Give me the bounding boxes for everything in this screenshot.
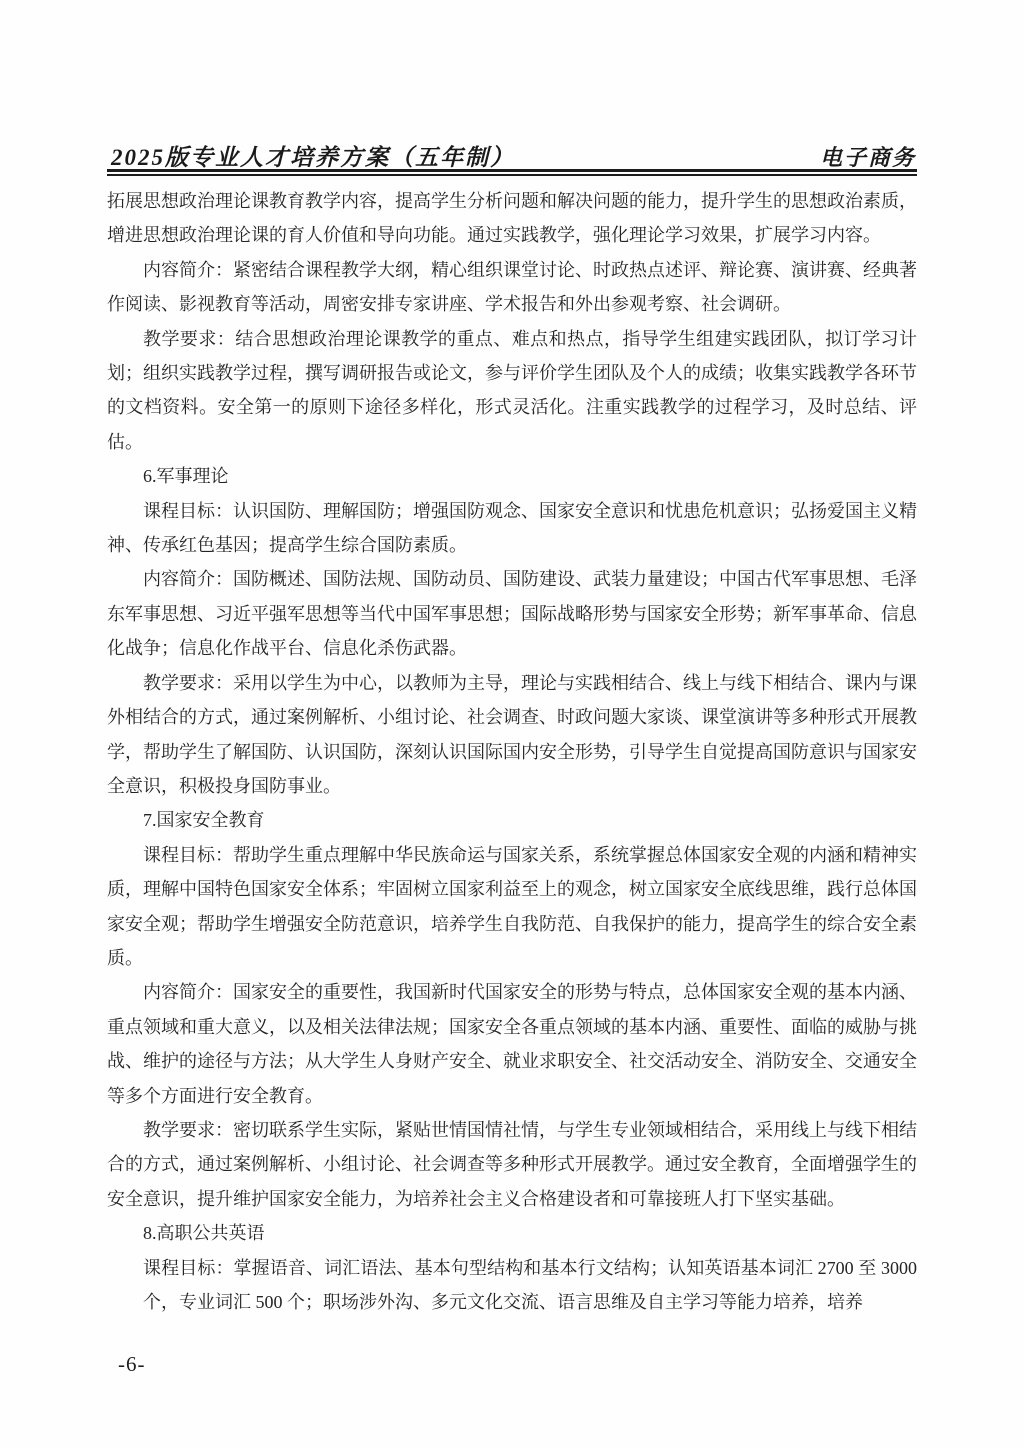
paragraph-course-objectives: 课程目标：帮助学生重点理解中华民族命运与国家关系，系统掌握总体国家安全观的内涵和精神实质，理解中国特色国家安全体系；牢固树立国家利益至上的观念，树立国家安全底线思维，践行总体国家安全观；帮助学生增强安全防范意识，培养学生自我防范、自我保护的能力，提高学生的综合安全素质。	[107, 844, 917, 968]
paragraph-course-objectives: 课程目标：掌握语音、词汇语法、基本句型结构和基本行文结构；认知英语基本词汇 2700 至 3000 个，专业词汇 500 个；职场涉外沟、多元文化交流、语言思维及自主学习等能力培养，培养	[143, 1257, 917, 1312]
header-rule	[107, 169, 917, 176]
paragraph-content-intro: 内容简介：紧密结合课程教学大纲，精心组织课堂讨论、时政热点述评、辩论赛、演讲赛、经典著作阅读、影视教育等活动，周密安排专家讲座、学术报告和外出参观考察、社会调研。	[107, 259, 917, 315]
paragraph-course-objectives: 课程目标：认识国防、理解国防；增强国防观念、国家安全意识和忧患危机意识；弘扬爱国主义精神、传承红色基因；提高学生综合国防素质。	[107, 500, 917, 556]
header-title: 2025版专业人才培养方案（五年制）	[111, 145, 515, 170]
document-body	[107, 184, 917, 1319]
paragraph-content-intro: 内容简介：国家安全的重要性，我国新时代国家安全的形势与特点，总体国家安全观的基本内涵、重点领域和重大意义，以及相关法律法规；国家安全各重点领域的基本内涵、重要性、面临的威胁与挑战、维护的途径与方法；从大学生人身财产安全、就业求职安全、社交活动安全、消防安全、交通安全等多个方面进行安全教育。	[107, 982, 917, 1106]
paragraph-teaching-requirements: 教学要求：结合思想政治理论课教学的重点、难点和热点，指导学生组建实践团队，拟订学习计划；组织实践教学过程，撰写调研报告或论文，参与评价学生团队及个人的成绩；收集实践教学各环节的文档资料。安全第一的原则下途径多样化，形式灵活化。注重实践教学的过程学习，及时总结、评估。	[107, 328, 917, 452]
page-number: -6-	[118, 1352, 146, 1376]
paragraph-teaching-requirements: 教学要求：密切联系学生实际，紧贴世情国情社情，与学生专业领域相结合，采用线上与线下相结合的方式，通过案例解析、小组讨论、社会调查等多种形式开展教学。通过安全教育，全面增强学生的安全意识，提升维护国家安全能力，为培养社会主义合格建设者和可靠接班人打下坚实基础。	[107, 1119, 917, 1209]
header-subject: 电子商务	[819, 145, 916, 170]
section-heading-vocational-english: 8.高职公共英语	[143, 1223, 265, 1244]
section-heading-military-theory: 6.军事理论	[143, 466, 229, 487]
paragraph-continuation: 拓展思想政治理论课教育教学内容，提高学生分析问题和解决问题的能力，提升学生的思想政治素质，增进思想政治理论课的育人价值和导向功能。通过实践教学，强化理论学习效果，扩展学习内容。	[107, 191, 917, 246]
section-heading-national-security-education: 7.国家安全教育	[143, 810, 265, 831]
paragraph-content-intro: 内容简介：国防概述、国防法规、国防动员、国防建设、武装力量建设；中国古代军事思想、毛泽东军事思想、习近平强军思想等当代中国军事思想；国际战略形势与国家安全形势；新军事革命、信息化战争；信息化作战平台、信息化杀伤武器。	[107, 569, 917, 659]
paragraph-teaching-requirements: 教学要求：采用以学生为中心，以教师为主导，理论与实践相结合、线上与线下相结合、课内与课外相结合的方式，通过案例解析、小组讨论、社会调查、时政问题大家谈、课堂演讲等多种形式开展教学，帮助学生了解国防、认识国防，深刻认识国际国内安全形势，引导学生自觉提高国防意识与国家安全意识，积极投身国防事业。	[107, 672, 917, 796]
